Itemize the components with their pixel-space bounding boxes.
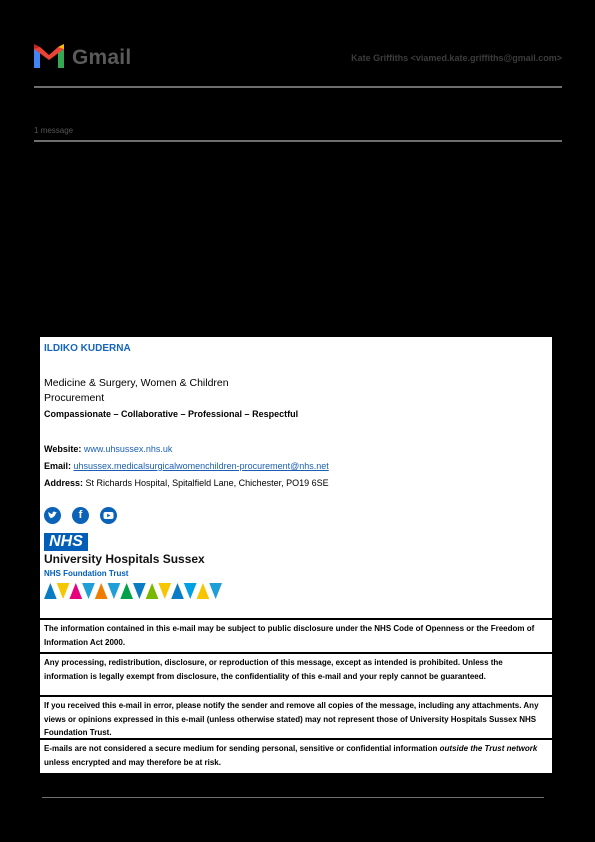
nhs-logo: NHS (44, 533, 88, 551)
signature-email-row (44, 461, 329, 471)
thread-divider (34, 140, 562, 142)
address-text: St Richards Hospital, Spitalfield Lane, Chichester, PO19 6SE (85, 478, 329, 488)
stripe-triangle (69, 583, 82, 599)
twitter-icon[interactable] (44, 507, 61, 524)
disclaimer-confidentiality: Any processing, redistribution, disclosure, or reproduction of this message, except as intended is prohibited. Unless the information is legally exempt from disclosure, the confidentiality of this e-mail and your reply cannot be guaranteed. (40, 654, 552, 695)
address-label: Address: (44, 478, 84, 488)
stripe-triangle (95, 583, 108, 599)
facebook-icon[interactable]: f (72, 507, 89, 524)
website-link[interactable]: www.uhsussex.nhs.uk (83, 444, 173, 454)
youtube-icon[interactable] (100, 507, 117, 524)
email-signature (40, 337, 552, 618)
stripe-triangle (82, 583, 95, 599)
stripe-triangle (44, 583, 57, 599)
footer-divider (42, 797, 544, 798)
gmail-wordmark: Gmail (72, 46, 132, 69)
signature-department: Medicine & Surgery, Women & Children (44, 377, 229, 389)
stripe-triangle (184, 583, 197, 599)
disclaimer-security (40, 740, 552, 773)
stripe-triangle (108, 583, 121, 599)
signature-name: ILDIKO KUDERNA (44, 343, 131, 354)
email-label: Email: (44, 461, 72, 471)
message-count: 1 message (34, 126, 74, 135)
disclaimer-security-part2: unless encrypted and may therefore be at risk. (44, 757, 221, 767)
disclaimer-security-part1: E-mails are not considered a secure medium for sending personal, sensitive or confidential information (44, 744, 440, 753)
trust-colour-stripe (44, 583, 222, 599)
stripe-triangle (133, 583, 146, 599)
signature-team: Procurement (44, 392, 105, 404)
header-divider (34, 86, 562, 88)
stripe-triangle (209, 583, 222, 599)
stripe-triangle (171, 583, 184, 599)
trust-name: University Hospitals Sussex (44, 552, 205, 566)
stripe-triangle (158, 583, 171, 599)
stripe-triangle (120, 583, 133, 599)
stripe-triangle (146, 583, 159, 599)
gmail-logo-icon (34, 44, 64, 68)
signature-values: Compassionate – Collaborative – Professional – Respectful (44, 409, 299, 419)
website-label: Website: (44, 444, 82, 454)
stripe-triangle (57, 583, 70, 599)
account-sender-line: Kate Griffiths <viamed.kate.griffiths@gmail.com> (351, 53, 562, 63)
email-link[interactable]: uhsussex.medicalsurgicalwomenchildren-procurement@nhs.net (73, 461, 329, 471)
trust-subtitle: NHS Foundation Trust (44, 569, 129, 578)
disclaimer-error: If you received this e-mail in error, please notify the sender and remove all copies of the message, including any attachments. Any views or opinions expressed in this e-mail (unless otherwise stated) may not represent those of University Hospitals Sussex NHS Foundation Trust. (40, 697, 552, 738)
stripe-triangle (197, 583, 210, 599)
signature-address-row (44, 478, 329, 488)
disclaimer-security-emphasis: outside the Trust network (439, 744, 538, 753)
signature-website-row (44, 444, 172, 454)
disclaimer-foi: The information contained in this e-mail may be subject to public disclosure under the NHS Code of Openness or the Freedom of Information Act 2000. (40, 620, 552, 652)
